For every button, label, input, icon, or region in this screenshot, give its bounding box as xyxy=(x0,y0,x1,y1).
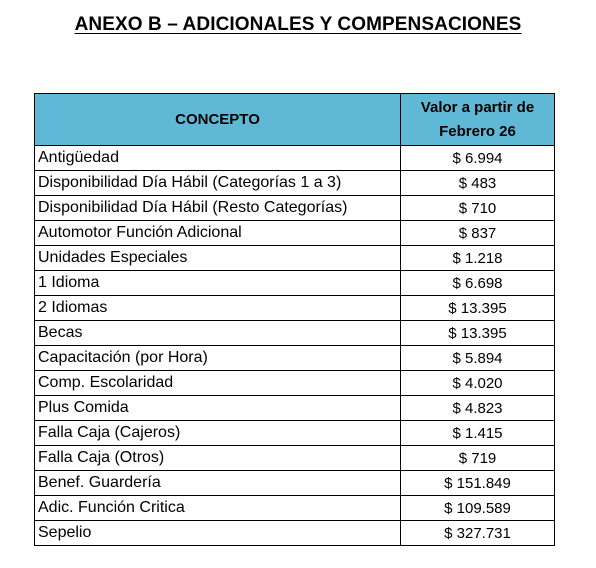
value-column-header: Valor a partir de Febrero 26 xyxy=(401,94,555,146)
value-cell: $ 4.020 xyxy=(401,371,555,396)
value-cell: $ 13.395 xyxy=(401,296,555,321)
value-cell: $ 710 xyxy=(401,196,555,221)
value-cell: $ 151.849 xyxy=(401,471,555,496)
concept-cell: Disponibilidad Día Hábil (Resto Categorías) xyxy=(35,196,401,221)
value-cell: $ 6.698 xyxy=(401,271,555,296)
table-row xyxy=(35,246,555,271)
value-cell: $ 6.994 xyxy=(401,146,555,171)
concept-column-header: CONCEPTO xyxy=(35,94,401,146)
concept-cell: Comp. Escolaridad xyxy=(35,371,401,396)
table-row xyxy=(35,396,555,421)
value-cell: $ 1.218 xyxy=(401,246,555,271)
concept-cell: Adic. Función Critica xyxy=(35,496,401,521)
concept-cell: Plus Comida xyxy=(35,396,401,421)
table-row xyxy=(35,346,555,371)
compensation-table xyxy=(34,93,555,546)
table-row xyxy=(35,321,555,346)
value-cell: $ 5.894 xyxy=(401,346,555,371)
concept-cell: Falla Caja (Otros) xyxy=(35,446,401,471)
value-cell: $ 13.395 xyxy=(401,321,555,346)
document-title: ANEXO B – ADICIONALES Y COMPENSACIONES xyxy=(74,14,522,35)
table-row xyxy=(35,146,555,171)
concept-cell: Unidades Especiales xyxy=(35,246,401,271)
value-cell: $ 109.589 xyxy=(401,496,555,521)
concept-cell: Falla Caja (Cajeros) xyxy=(35,421,401,446)
concept-cell: Becas xyxy=(35,321,401,346)
concept-cell: Benef. Guardería xyxy=(35,471,401,496)
value-cell: $ 837 xyxy=(401,221,555,246)
table-header-row xyxy=(35,94,555,146)
concept-cell: Automotor Función Adicional xyxy=(35,221,401,246)
value-cell: $ 327.731 xyxy=(401,521,555,546)
concept-cell: Disponibilidad Día Hábil (Categorías 1 a 3) xyxy=(35,171,401,196)
concept-cell: Antigüedad xyxy=(35,146,401,171)
table-row xyxy=(35,271,555,296)
concept-cell: 1 Idioma xyxy=(35,271,401,296)
value-cell: $ 1.415 xyxy=(401,421,555,446)
concept-cell: Sepelio xyxy=(35,521,401,546)
table-row xyxy=(35,296,555,321)
value-cell: $ 719 xyxy=(401,446,555,471)
table-row xyxy=(35,421,555,446)
value-cell: $ 4.823 xyxy=(401,396,555,421)
table-row xyxy=(35,371,555,396)
table-row xyxy=(35,521,555,546)
table-row xyxy=(35,221,555,246)
concept-cell: Capacitación (por Hora) xyxy=(35,346,401,371)
value-cell: $ 483 xyxy=(401,171,555,196)
table-row xyxy=(35,446,555,471)
table-row xyxy=(35,171,555,196)
table-row xyxy=(35,196,555,221)
table-row xyxy=(35,496,555,521)
table-row xyxy=(35,471,555,496)
concept-cell: 2 Idiomas xyxy=(35,296,401,321)
